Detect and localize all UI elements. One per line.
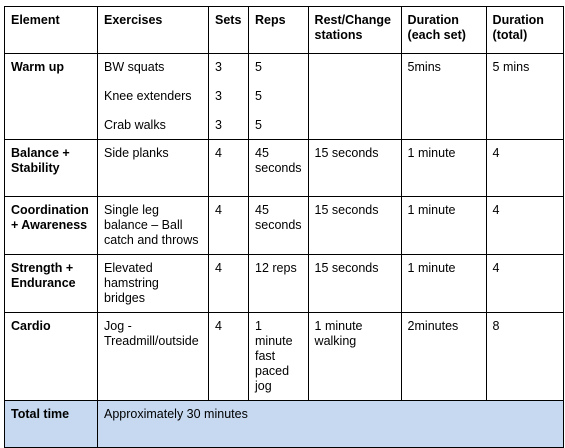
sets-item: 3: [215, 60, 222, 74]
duration-each-cell: 2minutes: [401, 313, 486, 401]
rest-cell: 1 minute walking: [308, 313, 401, 401]
reps-cell: 45 seconds: [249, 197, 309, 255]
duration-each-cell: 1 minute: [401, 140, 486, 197]
sets-cell: [209, 54, 249, 140]
rest-cell: [308, 54, 401, 140]
exercises-cell: Jog - Treadmill/outside: [98, 313, 209, 401]
duration-each-cell: 1 minute: [401, 197, 486, 255]
exercises-cell: Side planks: [98, 140, 209, 197]
duration-total-cell: 4: [486, 197, 563, 255]
sets-cell: 4: [209, 255, 249, 313]
exercise-item: Knee extenders: [104, 89, 192, 103]
exercises-cell: [98, 54, 209, 140]
duration-total-cell: 8: [486, 313, 563, 401]
duration-each-cell: 1 minute: [401, 255, 486, 313]
workout-plan-table: [4, 6, 564, 448]
rest-cell: 15 seconds: [308, 140, 401, 197]
sets-cell: 4: [209, 313, 249, 401]
header-element: Element: [5, 7, 98, 54]
table-row: [5, 313, 564, 401]
element-cell: Warm up: [5, 54, 98, 140]
table-row: [5, 54, 564, 140]
duration-each-cell: 5mins: [401, 54, 486, 140]
header-duration-each: Duration (each set): [401, 7, 486, 54]
sets-item: 3: [215, 118, 222, 132]
sets-cell: 4: [209, 197, 249, 255]
exercises-cell: Single leg balance – Ball catch and throws: [98, 197, 209, 255]
exercises-cell: Elevated hamstring bridges: [98, 255, 209, 313]
rest-cell: 15 seconds: [308, 255, 401, 313]
exercise-item: Crab walks: [104, 118, 166, 132]
reps-item: 5: [255, 89, 262, 103]
header-row: [5, 7, 564, 54]
reps-cell: 12 reps: [249, 255, 309, 313]
reps-cell: 45 seconds: [249, 140, 309, 197]
duration-total-cell: 4: [486, 255, 563, 313]
reps-item: 5: [255, 118, 262, 132]
total-label: Total time: [5, 401, 98, 448]
sets-item: 3: [215, 89, 222, 103]
reps-item: 5: [255, 60, 262, 74]
element-cell: Cardio: [5, 313, 98, 401]
header-exercises: Exercises: [98, 7, 209, 54]
header-rest: Rest/Change stations: [308, 7, 401, 54]
exercise-item: BW squats: [104, 60, 165, 74]
total-row: [5, 401, 564, 448]
table-row: [5, 140, 564, 197]
sets-cell: 4: [209, 140, 249, 197]
header-duration-total: Duration (total): [486, 7, 563, 54]
reps-cell: [249, 54, 309, 140]
element-cell: Strength + Endurance: [5, 255, 98, 313]
element-cell: Coordination + Awareness: [5, 197, 98, 255]
rest-cell: 15 seconds: [308, 197, 401, 255]
duration-total-cell: 5 mins: [486, 54, 563, 140]
header-sets: Sets: [209, 7, 249, 54]
table-row: [5, 255, 564, 313]
table-row: [5, 197, 564, 255]
document-page: [4, 6, 564, 448]
total-value: Approximately 30 minutes: [98, 401, 564, 448]
reps-cell: 1 minute fast paced jog: [249, 313, 309, 401]
duration-total-cell: 4: [486, 140, 563, 197]
element-cell: Balance + Stability: [5, 140, 98, 197]
header-reps: Reps: [249, 7, 309, 54]
